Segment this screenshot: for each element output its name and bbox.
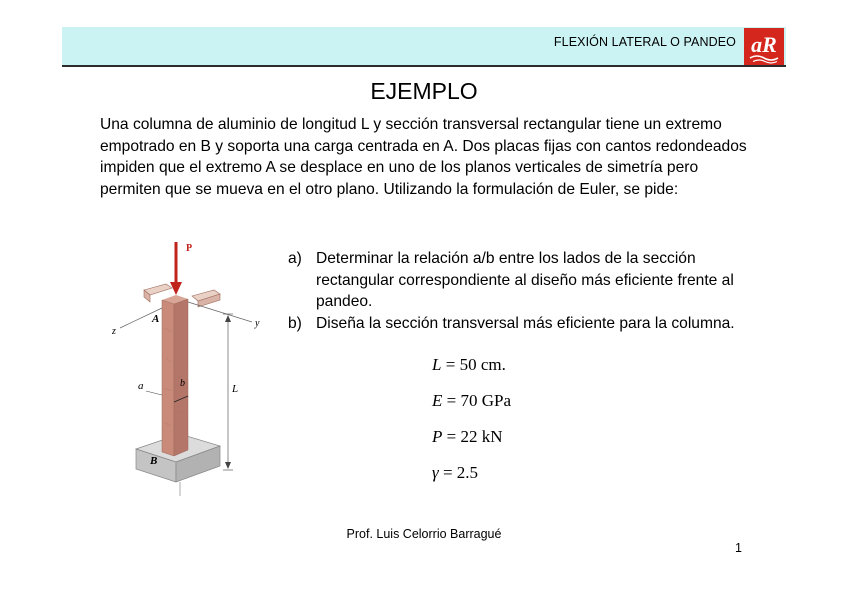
task-text: Determinar la relación a/b entre los lados de la sección rectangular correspondiente al diseño más eficiente frente al pandeo. xyxy=(316,250,734,310)
footer-author: Prof. Luis Celorrio Barragué xyxy=(346,527,502,541)
given-row: L = 50 cm. xyxy=(432,355,506,374)
task-list xyxy=(288,248,758,334)
task-item xyxy=(288,313,758,335)
header-title: FLEXIÓN LATERAL O PANDEO xyxy=(553,35,736,49)
given-symbol: P xyxy=(432,427,443,446)
axis-y-label: y xyxy=(255,318,260,329)
label-end-a: A xyxy=(152,313,160,325)
task-text: Diseña la sección transversal más eficiente para la columna. xyxy=(316,314,735,332)
label-end-b: B xyxy=(150,455,158,467)
page-number: 1 xyxy=(735,541,742,555)
given-value: 22 kN xyxy=(460,427,503,446)
institution-logo xyxy=(744,28,784,65)
slide-title: EJEMPLO xyxy=(370,78,478,104)
label-side-a: a xyxy=(138,380,144,392)
label-side-b: b xyxy=(180,378,185,389)
column-figure xyxy=(108,238,278,500)
given-symbol: γ xyxy=(432,463,439,482)
given-symbol: E xyxy=(432,391,443,410)
label-length: L xyxy=(232,383,239,395)
header-rule xyxy=(62,65,786,67)
axis-z-label: z xyxy=(112,326,116,337)
task-item xyxy=(288,248,758,313)
given-row: γ = 2.5 xyxy=(432,463,479,482)
given-row: E = 70 GPa xyxy=(432,391,512,410)
given-symbol: L xyxy=(432,355,442,374)
given-value: 50 cm. xyxy=(459,355,506,374)
given-row: P = 22 kN xyxy=(432,427,503,446)
problem-statement: Una columna de aluminio de longitud L y sección transversal rectangular tiene un extremo empotrado en B y soporta una carga centrada en A. Dos placas fijas con cantos redondeados impiden que el extremo A se desplace en uno de los planos verticales de simetría pero permiten que se mueva en el otro plano. Utilizando la formulación de Euler, se pide: xyxy=(100,116,747,198)
logo-text: aR xyxy=(751,32,777,57)
given-value: 70 GPa xyxy=(460,391,512,410)
task-letter: a) xyxy=(288,250,302,267)
given-value: 2.5 xyxy=(456,463,479,482)
given-data xyxy=(432,352,511,496)
task-letter: b) xyxy=(288,314,302,332)
label-load: P xyxy=(186,243,193,254)
